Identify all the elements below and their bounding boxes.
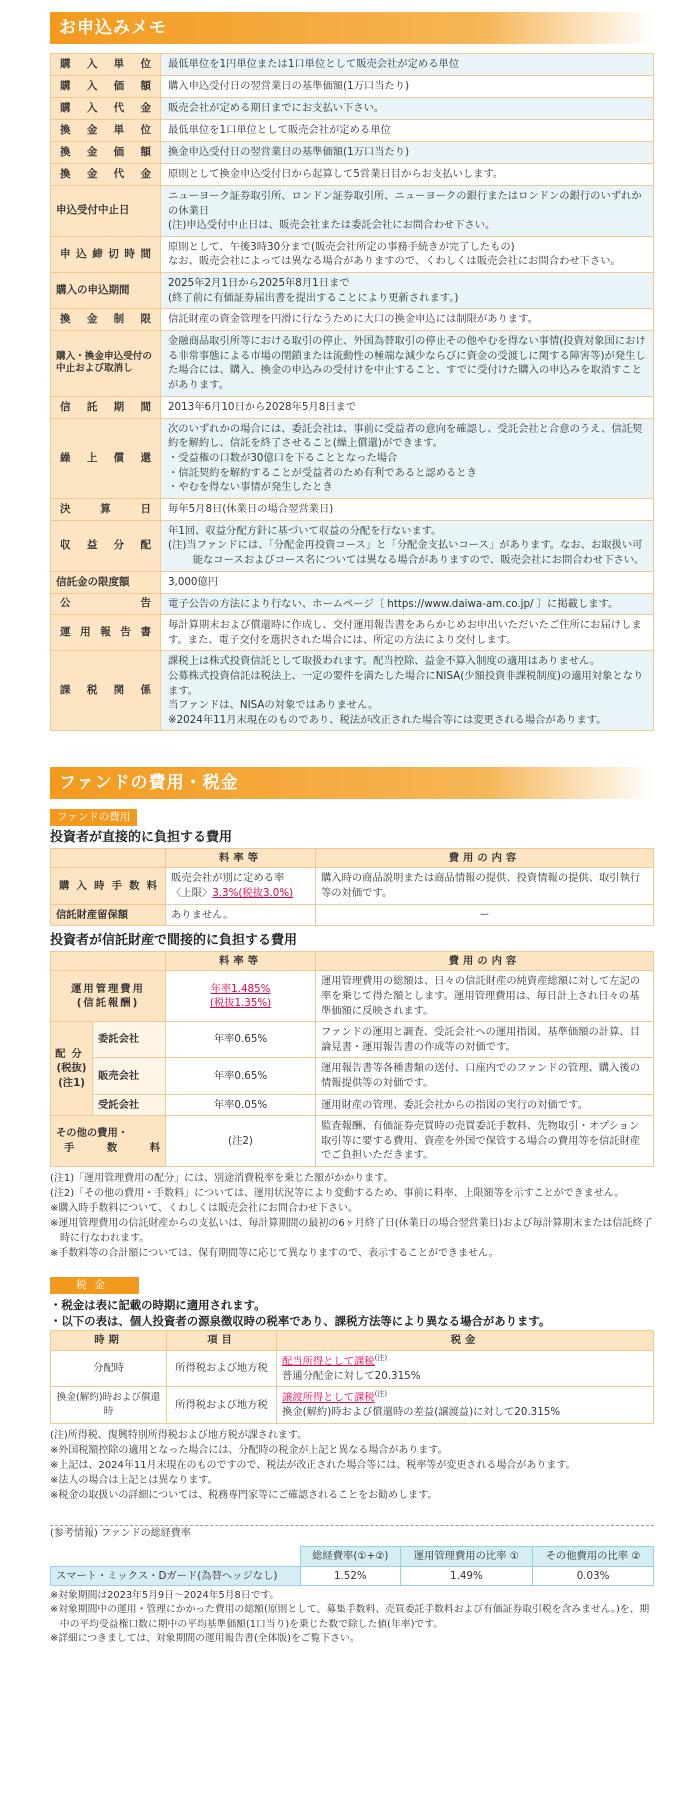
retention-label: 信託財産留保額 bbox=[51, 904, 166, 926]
note: ※対象期間中の運用・管理にかかった費用の総額(原則として、募集手数料、売買委託手数料および有価証券取引税を含みません。)を、期中の平均受益権口数に期中の平均基準価額(1口当り)を乗じた数で除した値(年率)です。 bbox=[50, 1604, 650, 1630]
tax-note-mark: (注) bbox=[374, 1390, 388, 1399]
fund-cost-tag: ファンドの費用 bbox=[50, 809, 137, 826]
tax-notes bbox=[50, 1428, 654, 1503]
tax-table bbox=[50, 1330, 654, 1424]
memo-row bbox=[51, 186, 654, 237]
memo-label: 換金制限 bbox=[51, 309, 161, 331]
tax-time: 換金(解約)時および償還時 bbox=[51, 1387, 167, 1424]
ref-header: 運用管理費用の比率 ① bbox=[400, 1547, 533, 1567]
memo-label: 申込締切時間 bbox=[51, 236, 161, 272]
memo-row bbox=[51, 615, 654, 651]
note: ※外国税額控除の適用となった場合には、分配時の税金が上記と異なる場合があります。 bbox=[50, 1444, 448, 1456]
memo-value: 公募株式投資信託は税法上、一定の要件を満たした場合にNISA(少額投資非課税制度)の適用対象となります。 bbox=[168, 670, 644, 697]
memo-banner: お申込みメモ bbox=[50, 12, 654, 44]
item-header: 項目 bbox=[167, 1330, 277, 1350]
note: (注)所得税、復興特別所得税および地方税が課されます。 bbox=[50, 1429, 308, 1441]
purchase-fee-label: 購入時手数料 bbox=[51, 868, 166, 904]
table-row bbox=[51, 1350, 654, 1387]
memo-value: ・受益権の口数が30億口を下ることとなった場合 bbox=[168, 451, 398, 464]
note: ※詳細につきましては、対象期間の運用報告書(全体版)をご覧下さい。 bbox=[50, 1632, 360, 1644]
reference-table bbox=[50, 1546, 654, 1586]
memo-label: 購入価額 bbox=[51, 76, 161, 98]
memo-label: 購入の申込期間 bbox=[51, 273, 161, 309]
memo-value: 金融商品取引所等における取引の停止、外国為替取引の停止その他やむを得ない事情(投資対象国における非常事態による市場の閉鎖または流動性の極端な減少ならびに資金の受渡しに関する障害等)が発生した場合には、購入、換金の申込みの受付けを中止すること、すでに受付けた購入の申込みを取消すことがあります。 bbox=[168, 335, 646, 392]
mgmt-fee-rate-excl: (税抜1.35%) bbox=[209, 997, 272, 1010]
memo-label: 信託期間 bbox=[51, 396, 161, 418]
memo-label: 購入単位 bbox=[51, 54, 161, 76]
memo-value: ※2024年11月末現在のものであり、税法が改正された場合等には変更される場合があります。 bbox=[168, 713, 607, 726]
memo-value: 信託財産の資金管理を円滑に行なうために大口の換金申込には制限があります。 bbox=[168, 313, 538, 326]
indirect-cost-heading: 投資者が信託財産で間接的に負担する費用 bbox=[50, 933, 298, 949]
memo-label: 課税関係 bbox=[51, 651, 161, 731]
reference-notes bbox=[50, 1589, 654, 1646]
table-row bbox=[51, 868, 654, 904]
purchase-fee-content: 購入時の商品説明または商品情報の提供、投資情報の提供、取引執行等の対価です。 bbox=[316, 868, 654, 904]
memo-value: (注)申込受付中止日は、販売会社または委託会社にお問合わせ下さい。 bbox=[168, 219, 496, 232]
blank-header bbox=[51, 951, 166, 971]
memo-value: 原則として、午後3時30分まで(販売会社所定の事務手続きが完了したもの) bbox=[168, 240, 515, 253]
memo-value: 3,000億円 bbox=[168, 575, 219, 588]
table-row bbox=[51, 1022, 654, 1058]
memo-table bbox=[50, 53, 654, 731]
purchase-fee-rate: 販売会社が別に定める率 bbox=[171, 872, 285, 885]
blank-header bbox=[51, 848, 166, 868]
memo-value: 次のいずれかの場合には、委託会社は、事前に受益者の意向を確認し、受託会社と合意のうえ、信託契約を解約し、信託を終了させること(繰上償還)ができます。 bbox=[168, 422, 643, 450]
memo-value: 最低単位を1口単位として販売会社が定める単位 bbox=[168, 124, 391, 137]
ref-header: その他費用の比率 ② bbox=[533, 1547, 654, 1567]
tax-item: 所得税および地方税 bbox=[167, 1387, 277, 1424]
memo-label: 決算日 bbox=[51, 498, 161, 520]
note: (注2)「その他の費用・手数料」については、運用状況等により変動するため、事前に料率、上限額等を示すことができません。 bbox=[50, 1188, 625, 1200]
note: ※上記は、2024年11月末現在のものですので、税法が改正された場合等には、税率等が変更される場合があります。 bbox=[50, 1459, 576, 1471]
reference-section bbox=[50, 1525, 654, 1646]
content-header: 費用の内容 bbox=[316, 951, 654, 971]
memo-row bbox=[51, 76, 654, 98]
note: ※税金の取扱いの詳細については、税務専門家等にご確認されることをお勧めします。 bbox=[50, 1489, 438, 1501]
note: ※購入時手数料について、くわしくは販売会社にお問合わせ下さい。 bbox=[50, 1203, 358, 1215]
memo-value: 電子公告の方法により行ない、ホームページ〔 https://www.daiwa-am.co.jp/ 〕に掲載します。 bbox=[168, 597, 619, 610]
fund-name: スマート・ミックス・Dガード(為替ヘッジなし) bbox=[51, 1566, 301, 1586]
memo-row bbox=[51, 331, 654, 396]
tax-tag: 税金 bbox=[50, 1277, 139, 1294]
note: ※手数料等の合計額については、保有期間等に応じて異なりますので、表示することができません。 bbox=[50, 1248, 499, 1260]
memo-label: 購入代金 bbox=[51, 98, 161, 120]
memo-value: ・やむを得ない事情が発生したとき bbox=[168, 481, 333, 494]
time-header: 時期 bbox=[51, 1330, 167, 1350]
memo-row bbox=[51, 98, 654, 120]
table-row bbox=[51, 1094, 654, 1116]
memo-value: 当ファンドは、NISAの対象ではありません。 bbox=[168, 699, 379, 712]
tax-bullet: ・以下の表は、個人投資者の源泉徴収時の税率であり、課税方法等により異なる場合があります。 bbox=[50, 1314, 551, 1329]
rate-header: 料率等 bbox=[166, 951, 316, 971]
memo-label: 換金代金 bbox=[51, 164, 161, 186]
ref-header: 総経費率(①+②) bbox=[301, 1547, 401, 1567]
reference-title: (参考情報) ファンドの総経費率 bbox=[50, 1527, 195, 1541]
memo-label: 申込受付中止日 bbox=[51, 186, 161, 237]
memo-row bbox=[51, 120, 654, 142]
alloc-rate: 年率0.05% bbox=[166, 1094, 316, 1116]
memo-value: 年1回、収益分配方針に基づいて収益の分配を行ないます。 bbox=[168, 524, 442, 537]
tax-type: 配当所得として課税 bbox=[282, 1355, 375, 1368]
memo-label: 繰上償還 bbox=[51, 418, 161, 498]
memo-label: 購入・換金申込受付の中止および取消し bbox=[51, 331, 161, 396]
memo-row bbox=[51, 236, 654, 272]
ref-value: 0.03% bbox=[533, 1566, 654, 1586]
blank-header bbox=[51, 1547, 301, 1567]
memo-row bbox=[51, 396, 654, 418]
note: ※対象期間は2023年5月9日～2024年5月8日です。 bbox=[50, 1590, 280, 1602]
alloc-name: 委託会社 bbox=[93, 1022, 166, 1058]
tax-bullet: ・税金は表に記載の時期に適用されます。 bbox=[50, 1297, 266, 1312]
tax-bullets bbox=[50, 1297, 654, 1330]
memo-value: 2025年2月1日から2025年8月1日まで bbox=[168, 277, 350, 290]
memo-value: ・信託契約を解約することが受益者のため有利であると認めるとき bbox=[168, 466, 477, 479]
memo-row bbox=[51, 142, 654, 164]
alloc-label: 配分 (税抜) (注1) bbox=[51, 1022, 93, 1116]
memo-value: 課税上は株式投資信託として取扱われます。配当控除、益金不算入制度の適用はありません。 bbox=[168, 655, 601, 668]
memo-row bbox=[51, 418, 654, 498]
alloc-name: 受託会社 bbox=[93, 1094, 166, 1116]
memo-row bbox=[51, 651, 654, 731]
tax-rate: 換金(解約)時および償還時の差益(譲渡益)に対して20.315% bbox=[282, 1406, 561, 1419]
memo-value: (終了前に有価証券届出書を提出することにより更新されます。) bbox=[168, 291, 459, 304]
tax-time: 分配時 bbox=[51, 1350, 167, 1387]
note: (注1)「運用管理費用の配分」には、別途消費税率を乗じた額がかかります。 bbox=[50, 1173, 394, 1185]
tax-rate: 普通分配金に対して20.315% bbox=[282, 1369, 421, 1382]
memo-row bbox=[51, 54, 654, 76]
costs-banner: ファンドの費用・税金 bbox=[50, 767, 654, 799]
alloc-content: 運用報告書等各種書類の送付、口座内でのファンドの管理、購入後の情報提供等の対価です。 bbox=[316, 1058, 654, 1094]
memo-value: 毎計算期末および償還時に作成し、交付運用報告書をあらかじめお申出いただいたご住所にお届けします。また、電子交付を選択された場合には、所定の方法により交付します。 bbox=[168, 619, 642, 646]
memo-value: 最低単位を1円単位または1口単位として販売会社が定める単位 bbox=[168, 58, 460, 71]
purchase-fee-cap: 〈上限〉3.3%(税抜3.0%) bbox=[171, 887, 294, 900]
memo-label: 運用報告書 bbox=[51, 615, 161, 651]
memo-value: なお、販売会社によっては異なる場合がありますので、くわしくは販売会社にお問合わせ下さい。 bbox=[168, 255, 621, 268]
memo-label: 換金価額 bbox=[51, 142, 161, 164]
direct-cost-table bbox=[50, 848, 654, 926]
memo-value: 2013年6月10日から2028年5月8日まで bbox=[168, 400, 357, 413]
content-header: 費用の内容 bbox=[316, 848, 654, 868]
memo-value: 原則として換金申込受付日から起算して5営業日目からお支払いします。 bbox=[168, 168, 504, 181]
rate-header: 料率等 bbox=[166, 848, 316, 868]
ref-value: 1.52% bbox=[301, 1566, 401, 1586]
table-row bbox=[51, 904, 654, 926]
direct-cost-heading: 投資者が直接的に負担する費用 bbox=[50, 830, 233, 846]
indirect-cost-table bbox=[50, 951, 654, 1167]
alloc-name: 販売会社 bbox=[93, 1058, 166, 1094]
note: ※運用管理費用の信託財産からの支払いは、毎計算期間の最初の6ヶ月終了日(休業日の場合翌営業日)および毎計算期末または信託終了時に行なわれます。 bbox=[50, 1218, 653, 1245]
other-fee-content: 監査報酬、有価証券売買時の売買委託手数料、先物取引・オプション取引等に要する費用、資産を外国で保管する場合の費用等を信託財産でご負担いただきます。 bbox=[316, 1116, 654, 1167]
tax-item: 所得税および地方税 bbox=[167, 1350, 277, 1387]
memo-row bbox=[51, 273, 654, 309]
memo-row bbox=[51, 309, 654, 331]
memo-value: 換金申込受付日の翌営業日の基準価額(1万口当たり) bbox=[168, 146, 410, 159]
memo-label: 換金単位 bbox=[51, 120, 161, 142]
ref-value: 1.49% bbox=[400, 1566, 533, 1586]
memo-value: 購入申込受付日の翌営業日の基準価額(1万口当たり) bbox=[168, 80, 410, 93]
table-row bbox=[51, 1058, 654, 1094]
memo-row bbox=[51, 498, 654, 520]
memo-label: 信託金の限度額 bbox=[51, 571, 161, 593]
memo-value: ニューヨーク証券取引所、ロンドン証券取引所、ニューヨークの銀行またはロンドンの銀行のいずれかの休業日 bbox=[168, 190, 642, 217]
table-row bbox=[51, 1116, 654, 1167]
memo-value: (注)当ファンドには、「分配金再投資コース」と「分配金支払いコース」があります。なお、お取扱い可能なコースおよびコース名については異なる場合がありますので、販売会社にお問合わせ下さい。 bbox=[168, 539, 645, 566]
cost-notes bbox=[50, 1171, 654, 1261]
memo-row bbox=[51, 164, 654, 186]
retention-rate: ありません。 bbox=[166, 904, 316, 926]
memo-row bbox=[51, 520, 654, 571]
mgmt-fee-content: 運用管理費用の総額は、日々の信託財産の純資産総額に対して左記の率を乗じて得た額とします。運用管理費用は、毎日計上され日々の基準価額に反映されます。 bbox=[316, 971, 654, 1022]
memo-label: 公告 bbox=[51, 593, 161, 615]
alloc-rate: 年率0.65% bbox=[166, 1058, 316, 1094]
other-fee-rate: (注2) bbox=[166, 1116, 316, 1167]
memo-value: 販売会社が定める期日までにお支払い下さい。 bbox=[168, 102, 385, 115]
tax-header: 税金 bbox=[277, 1330, 654, 1350]
purchase-fee-max: 3.3%(税抜3.0%) bbox=[212, 887, 294, 900]
table-row bbox=[51, 971, 654, 1022]
note: ※法人の場合は上記とは異なります。 bbox=[50, 1474, 218, 1486]
table-row bbox=[51, 1566, 654, 1586]
other-fee-label: その他の費用・ 手数料 bbox=[51, 1116, 166, 1167]
alloc-rate: 年率0.65% bbox=[166, 1022, 316, 1058]
table-row bbox=[51, 1387, 654, 1424]
tax-note-mark: (注) bbox=[374, 1353, 388, 1362]
mgmt-fee-label: 運用管理費用 (信託報酬) bbox=[51, 971, 166, 1022]
alloc-content: 運用財産の管理、委託会社からの指図の実行の対価です。 bbox=[316, 1094, 654, 1116]
tax-type: 譲渡所得として課税 bbox=[282, 1391, 375, 1404]
memo-row bbox=[51, 571, 654, 593]
memo-label: 収益分配 bbox=[51, 520, 161, 571]
memo-value: 毎年5月8日(休業日の場合翌営業日) bbox=[168, 502, 334, 515]
retention-content: ー bbox=[316, 904, 654, 926]
mgmt-fee-rate: 年率1.485% bbox=[210, 982, 271, 995]
memo-row bbox=[51, 593, 654, 615]
alloc-content: ファンドの運用と調査、受託会社への運用指図、基準価額の計算、目論見書・運用報告書の作成等の対価です。 bbox=[316, 1022, 654, 1058]
